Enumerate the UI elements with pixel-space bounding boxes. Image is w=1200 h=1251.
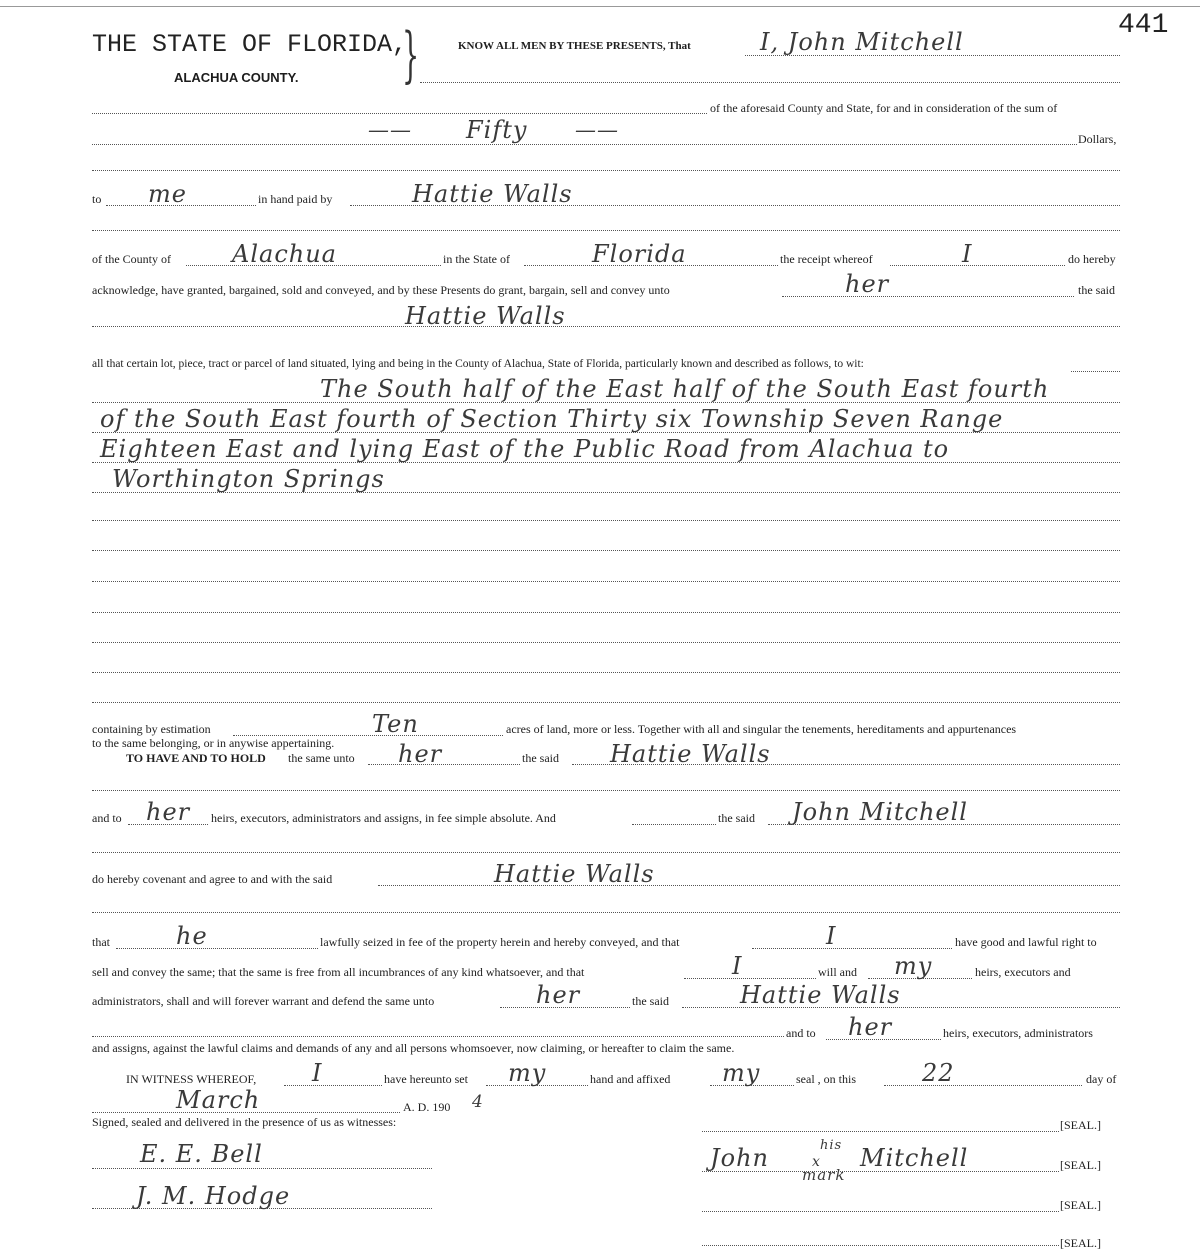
- acknowledge-text: acknowledge, have granted, bargained, sold and conveyed, and by these Presents do grant, bargain, sell and convey unto: [92, 283, 670, 297]
- hand-and-text: hand and affixed: [590, 1072, 671, 1086]
- line-hold-unto: [368, 764, 520, 765]
- aforesaid-text: of the aforesaid County and State, for and in consideration of the sum of: [710, 101, 1058, 115]
- hw-witness-1: E. E. Bell: [140, 1140, 263, 1168]
- hw-that-i: I: [826, 922, 837, 950]
- legal-rule-10: [92, 672, 1120, 673]
- hw-witness-2: J. M. Hodge: [136, 1182, 291, 1210]
- legal-rule-11: [92, 702, 1120, 703]
- hw-sum-dash-right: ——: [575, 118, 619, 142]
- line-seal-1: [702, 1131, 1059, 1132]
- ad-text: A. D. 190: [403, 1100, 451, 1114]
- hw-covenant: Hattie Walls: [494, 860, 655, 888]
- line-day: [884, 1085, 1082, 1086]
- hw-sig-his: his: [820, 1138, 843, 1153]
- line-receipt: [890, 265, 1065, 266]
- the-said-2-text: the said: [522, 751, 559, 765]
- will-and-text: will and: [818, 965, 857, 979]
- line-blank-4: [92, 852, 1120, 853]
- administrators-text: administrators, shall and will forever warrant and defend the same unto: [92, 994, 435, 1008]
- heirs-exec-text: heirs, executors and: [975, 965, 1071, 979]
- containing-text: containing by estimation: [92, 722, 211, 736]
- line-witness-i: [284, 1085, 382, 1086]
- hw-hold-unto: her: [398, 740, 443, 768]
- and-to-text: and to: [92, 811, 122, 825]
- hw-month: March: [176, 1086, 261, 1114]
- and-assigns-text: and assigns, against the lawful claims and demands of any and all persons whomsoever, now claiming, or hereafter to claim the same.: [92, 1041, 735, 1055]
- hw-and-to: her: [848, 1013, 893, 1041]
- legal-rule-6: [92, 550, 1120, 551]
- acres-text: acres of land, more or less. Together with all and singular the tenements, hereditaments and appurtenances: [506, 722, 1017, 736]
- hw-grantor: I, John Mitchell: [760, 28, 964, 56]
- page-top-edge: [0, 6, 1200, 7]
- seal-1: [SEAL.]: [1060, 1118, 1101, 1132]
- line-blank-3: [92, 790, 1120, 791]
- hw-will-i: I: [732, 952, 743, 980]
- legal-rule-7: [92, 581, 1120, 582]
- and-to-2-text: and to: [786, 1026, 816, 1040]
- hw-warrant-said: Hattie Walls: [740, 981, 901, 1009]
- line-that-i: [752, 948, 952, 949]
- hw-paid-by: Hattie Walls: [412, 180, 573, 208]
- county-of-text: of the County of: [92, 252, 171, 266]
- header-brace: }: [402, 20, 420, 90]
- receipt-text: the receipt whereof: [780, 252, 873, 266]
- legal-rule-9: [92, 642, 1120, 643]
- line-seal-4: [702, 1245, 1059, 1246]
- hw-hold-said: Hattie Walls: [610, 740, 771, 768]
- hw-to: me: [148, 180, 187, 208]
- hw-state: Florida: [592, 240, 687, 268]
- heirs-exec-admin-text: heirs, executors, administrators: [943, 1026, 1093, 1040]
- legal-rule-5: [92, 520, 1120, 521]
- hw-sig-x: x: [812, 1154, 821, 1170]
- line-sum: [92, 144, 1077, 145]
- line-blank-1: [92, 170, 1120, 171]
- covenant-text: do hereby covenant and agree to and with the said: [92, 872, 333, 886]
- line-that-who: [116, 948, 318, 949]
- signed-text: Signed, sealed and delivered in the presence of us as witnesses:: [92, 1115, 397, 1129]
- line-convey-unto: [782, 296, 1074, 297]
- have-good-text: have good and lawful right to: [955, 935, 1097, 949]
- do-hereby-text: do hereby: [1068, 252, 1116, 266]
- lawfully-text: lawfully seized in fee of the property herein and hereby conveyed, and that: [320, 935, 680, 949]
- hw-convey-unto: her: [845, 270, 890, 298]
- county-title: ALACHUA COUNTY.: [174, 70, 299, 85]
- same-unto-text: the same unto: [288, 751, 355, 765]
- legal-rule-8: [92, 612, 1120, 613]
- hw-sig-last: Mitchell: [860, 1144, 969, 1172]
- sell-convey-text: sell and convey the same; that the same is free from all incumbrances of any kind whatsoever, and that: [92, 965, 585, 979]
- in-witness-text: IN WITNESS WHEREOF,: [126, 1072, 257, 1086]
- all-that-text: all that certain lot, piece, tract or parcel of land situated, lying and being in the County of Alachua, State of Florida, particularly known and described as follows, to wit:: [92, 358, 864, 370]
- state-of-text: in the State of: [443, 252, 510, 266]
- hw-legal-3: Eighteen East and lying East of the Public Road from Alachua to: [100, 435, 950, 463]
- line-will-i: [684, 978, 816, 979]
- state-title: THE STATE OF FLORIDA,: [92, 30, 408, 59]
- line-seal-3: [702, 1211, 1059, 1212]
- hw-witness-i: I: [312, 1059, 323, 1087]
- hw-sum-dash-left: ——: [368, 118, 412, 142]
- hw-sum: Fifty: [466, 116, 528, 144]
- seal-4: [SEAL.]: [1060, 1236, 1101, 1250]
- know-all-text: KNOW ALL MEN BY THESE PRESENTS, That: [458, 40, 691, 52]
- line-and: [632, 824, 716, 825]
- line-blank-2: [92, 230, 1120, 231]
- line-said-name: [92, 326, 1120, 327]
- hw-year-suffix: 4: [472, 1092, 484, 1112]
- hw-county: Alachua: [232, 240, 337, 268]
- the-said-3-text: the said: [718, 811, 755, 825]
- hw-legal-4: Worthington Springs: [112, 465, 385, 493]
- seal-on-text: seal , on this: [796, 1072, 856, 1086]
- to-text: to: [92, 192, 102, 206]
- to-have-text: TO HAVE AND TO HOLD: [126, 751, 266, 765]
- line-all-that: [1071, 371, 1120, 372]
- hw-receipt: I: [962, 240, 973, 268]
- heirs-text: heirs, executors, administrators and assigns, in fee simple absolute. And: [211, 811, 556, 825]
- hw-legal-2: of the South East fourth of Section Thirty six Township Seven Range: [100, 405, 1004, 433]
- the-said-text: the said: [1078, 283, 1115, 297]
- the-said-4-text: the said: [632, 994, 669, 1008]
- hw-legal-1: The South half of the East half of the South East fourth: [320, 375, 1050, 403]
- line-aforesaid: [92, 113, 707, 114]
- hw-sig-first: John: [710, 1144, 769, 1172]
- hw-heirs-to: her: [146, 798, 191, 826]
- hw-said-name: Hattie Walls: [405, 302, 566, 330]
- line-blank-5: [92, 912, 1120, 913]
- hw-that-who: he: [176, 922, 208, 950]
- to-same-text: to the same belonging, or in anywise appertaining.: [92, 736, 335, 750]
- hw-hand-my: my: [508, 1059, 547, 1087]
- hw-day: 22: [922, 1059, 955, 1087]
- hw-seal-my: my: [722, 1059, 761, 1087]
- hw-sig-mark: mark: [802, 1166, 846, 1184]
- day-of-text: day of: [1086, 1072, 1117, 1086]
- hw-will-my: my: [894, 952, 933, 980]
- line-and-to-2: [92, 1036, 784, 1037]
- hw-acres: Ten: [372, 710, 419, 738]
- line-covenant: [378, 885, 1120, 886]
- have-hereunto-text: have hereunto set: [384, 1072, 468, 1086]
- hw-warrant-unto: her: [536, 981, 581, 1009]
- seal-2: [SEAL.]: [1060, 1158, 1101, 1172]
- page-number: 441: [1118, 10, 1169, 41]
- line-witness-1: [92, 1168, 432, 1169]
- hw-said-grantor: John Mitchell: [792, 798, 968, 826]
- seal-3: [SEAL.]: [1060, 1198, 1101, 1212]
- dollars-text: Dollars,: [1078, 132, 1117, 146]
- in-hand-text: in hand paid by: [258, 192, 333, 206]
- grantor-line-2: [420, 82, 1120, 83]
- that-text: that: [92, 935, 110, 949]
